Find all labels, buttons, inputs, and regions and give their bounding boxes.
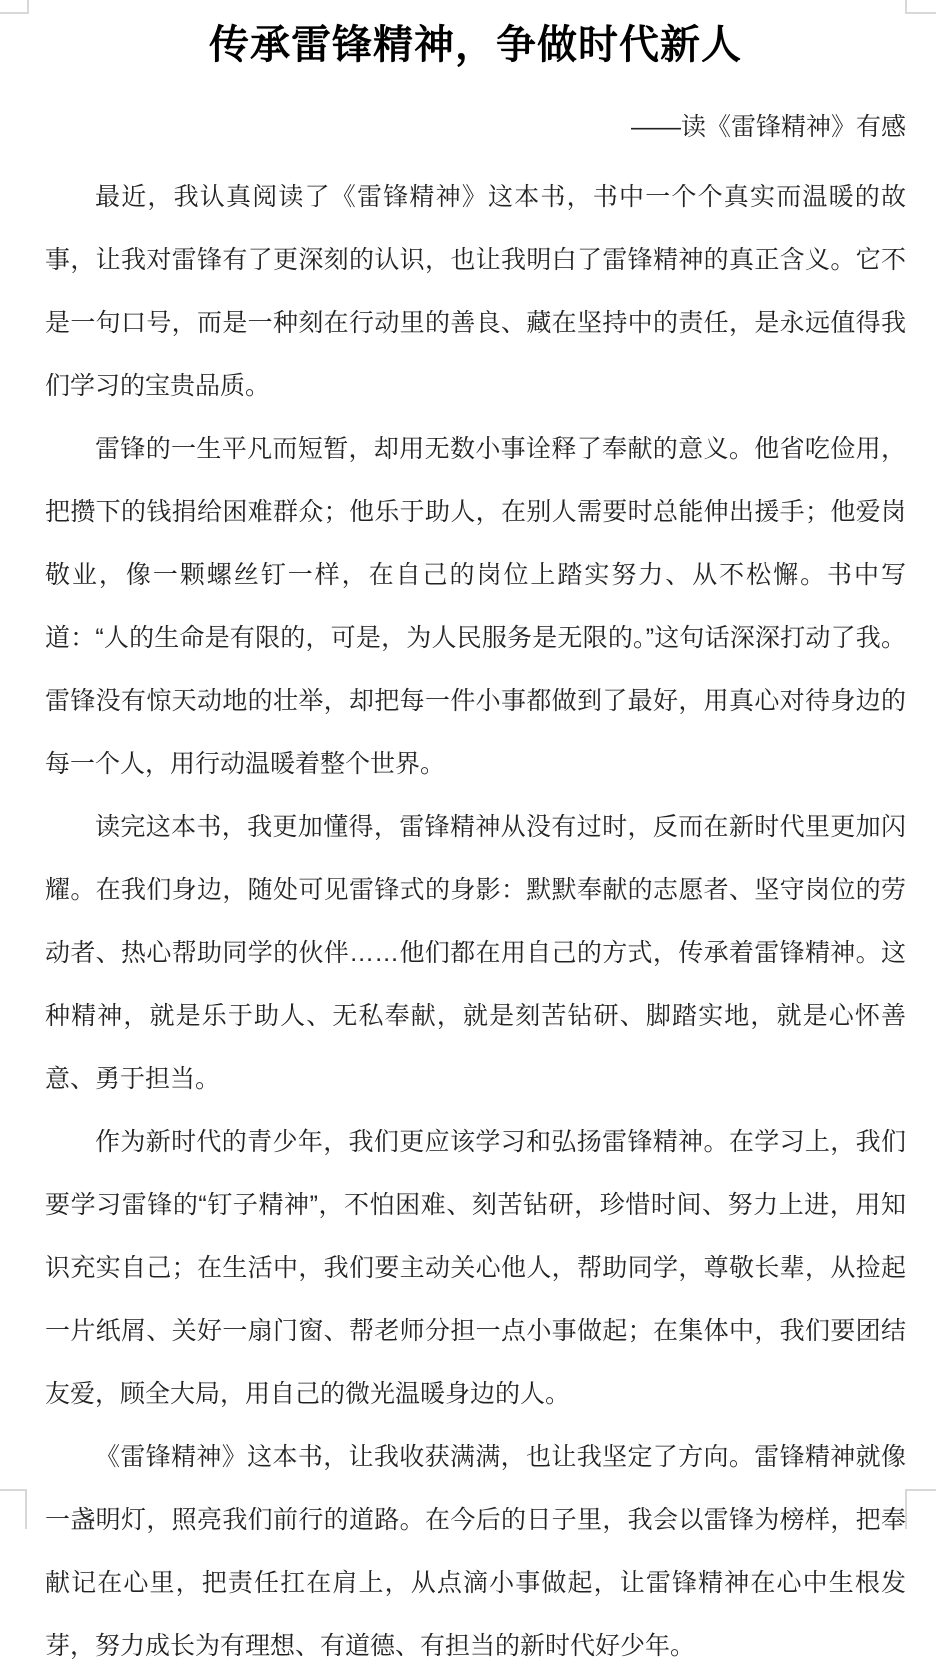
paragraph: 雷锋的一生平凡而短暂，却用无数小事诠释了奉献的意义。他省吃俭用，把攒下的钱捐给困难群众；他乐于助人，在别人需要时总能伸出援手；他爱岗敬业，像一颗螺丝钉一样，在自己的岗位上踏实努力、从不松懈。书中写道：“人的生命是有限的，可是，为人民服务是无限的。”这句话深深打动了我。雷锋没有惊天动地的壮举，却把每一件小事都做到了最好，用真心对待身边的每一个人，用行动温暖着整个世界。	[45, 435, 906, 778]
document-title: 传承雷锋精神，争做时代新人	[209, 23, 742, 67]
paragraph: 作为新时代的青少年，我们更应该学习和弘扬雷锋精神。在学习上，我们要学习雷锋的“钉子精神”，不怕困难、刻苦钻研，珍惜时间、努力上进，用知识充实自己；在生活中，我们要主动关心他人，帮助同学，尊敬长辈，从捡起一片纸屑、关好一扇门窗、帮老师分担一点小事做起；在集体中，我们要团结友爱，顾全大局，用自己的微光温暖身边的人。	[45, 1128, 906, 1408]
paragraph: 最近，我认真阅读了《雷锋精神》这本书，书中一个个真实而温暖的故事，让我对雷锋有了更深刻的认识，也让我明白了雷锋精神的真正含义。它不是一句口号，而是一种刻在行动里的善良、藏在坚持中的责任，是永远值得我们学习的宝贵品质。	[45, 183, 906, 400]
document-body	[45, 166, 906, 1678]
paragraph: 读完这本书，我更加懂得，雷锋精神从没有过时，反而在新时代里更加闪耀。在我们身边，随处可见雷锋式的身影：默默奉献的志愿者、坚守岗位的劳动者、热心帮助同学的伙伴……他们都在用自己的方式，传承着雷锋精神。这种精神，就是乐于助人、无私奉献，就是刻苦钻研、脚踏实地，就是心怀善意、勇于担当。	[45, 813, 906, 1093]
document-subtitle: ——读《雷锋精神》有感	[630, 113, 906, 141]
paragraph: 《雷锋精神》这本书，让我收获满满，也让我坚定了方向。雷锋精神就像一盏明灯，照亮我们前行的道路。在今后的日子里，我会以雷锋为榜样，把奉献记在心里，把责任扛在肩上，从点滴小事做起，让雷锋精神在心中生根发芽，努力成长为有理想、有道德、有担当的新时代好少年。	[45, 1443, 906, 1660]
